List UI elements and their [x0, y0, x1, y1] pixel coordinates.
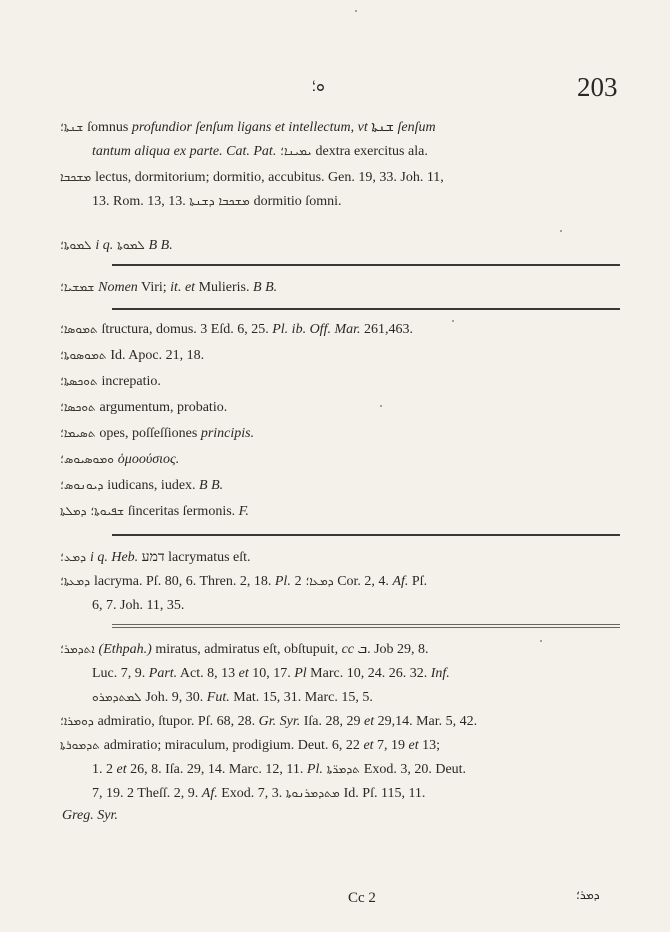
gloss-text: argumentum, probatio.	[99, 400, 228, 415]
italic-text: F.	[238, 504, 249, 519]
italic-text: Gr. Syr.	[258, 714, 301, 729]
italic-text: et	[238, 666, 249, 681]
entry-miraculum-cont1	[92, 762, 466, 778]
gloss-text: 7, 19	[373, 738, 409, 753]
gloss-text: Viri;	[137, 280, 171, 295]
entry-somnus-cont	[92, 144, 428, 160]
entry-sinceritas	[60, 504, 249, 520]
entry-lacryma	[60, 574, 427, 590]
entry-nomen	[60, 280, 277, 296]
gloss-text: 29,14. Mar. 5, 42.	[374, 714, 478, 729]
section-divider	[112, 624, 620, 625]
gloss-text: 26, 8. Iſa. 29, 14. Marc. 12, 11.	[126, 762, 307, 777]
gloss-text: Id. Apoc. 21, 18.	[110, 348, 205, 363]
italic-text: it. et	[170, 280, 196, 295]
syriac-headword: ܕܝܘܢܘܣ؛	[60, 478, 108, 492]
syriac-headword: ܡܫܟܒܐ	[60, 170, 96, 184]
entry-miraculum	[60, 738, 440, 754]
italic-text: Pl	[294, 666, 307, 681]
italic-text: et	[363, 738, 374, 753]
italic-text: Greg. Syr.	[62, 808, 118, 823]
gloss-text: 2 Cor. 2, 4.	[294, 574, 393, 589]
entry-miratus-cont2	[92, 690, 373, 706]
italic-text: Af.	[201, 786, 218, 801]
italic-text: Inf.	[430, 666, 450, 681]
gloss-text: 261,463.	[360, 322, 414, 337]
gloss-text: ſomnus	[87, 120, 132, 135]
syriac-headword: ܕܘܡܪܐ؛	[60, 714, 98, 728]
entry-somnus	[60, 120, 436, 136]
gloss-text: Pſ.	[408, 574, 428, 589]
paper-speck	[452, 320, 454, 322]
entry-iq	[60, 238, 173, 254]
syriac-headword: ܠܡܘܬܐ؛	[60, 238, 96, 252]
gloss-text: דמע	[138, 550, 169, 565]
gloss-text: admiratio, ſtupor. Pſ. 68, 28.	[97, 714, 259, 729]
entry-lacryma-cont	[92, 598, 184, 614]
italic-text: Nomen	[98, 280, 138, 295]
gloss-text: Iſa. 28, 29	[300, 714, 364, 729]
entry-structura	[60, 322, 413, 338]
italic-text: B B.	[148, 238, 173, 253]
italic-text: i q. Heb.	[89, 550, 139, 565]
gloss-text: lacrymatus eſt.	[168, 550, 251, 565]
syriac-headword: ܕܡܥܬܐ؛	[60, 574, 94, 588]
syriac-headword: ܘܡܘܣܝܘܣ؛	[60, 452, 118, 466]
italic-text: principis.	[200, 426, 255, 441]
italic-text: Part.	[148, 666, 178, 681]
gloss-text: ,	[350, 120, 358, 135]
syriac-headword: ܡܫܟܒܐ ܕܫܢܬܐ	[189, 194, 254, 208]
paper-speck	[540, 640, 542, 642]
syriac-headword: ܕܡܥܐ؛	[290, 574, 334, 588]
italic-text: profundior ſenſum ligans et intellectum	[131, 120, 351, 135]
paper-speck	[560, 230, 562, 232]
italic-text: B B.	[199, 478, 224, 493]
syriac-headword: ܐܬܕܡܪ؛	[60, 642, 99, 656]
gloss-text: ܒ. Job 29, 8.	[354, 642, 429, 657]
gloss-text: Id. Pſ. 115, 11.	[343, 786, 426, 801]
gloss-text: admiratio; miraculum, prodigium. Deut. 6, 22	[103, 738, 364, 753]
section-divider	[112, 627, 620, 628]
syriac-headword: ܬܘܟܣܬܐ؛	[60, 374, 102, 388]
gloss-text: Mat. 15, 31. Marc. 15, 5.	[229, 690, 373, 705]
gloss-text: 1. 2	[92, 762, 117, 777]
gloss-text: dormitio ſomni.	[253, 194, 342, 209]
gloss-text: miratus, admiratus eſt, obſtupuit,	[151, 642, 342, 657]
italic-text: cc	[341, 642, 355, 657]
gloss-text: Mulieris.	[195, 280, 254, 295]
gloss-text: ܫܢܬܐ	[367, 120, 398, 135]
paper-speck	[380, 405, 382, 407]
gloss-text: ſinceritas ſermonis.	[127, 504, 239, 519]
italic-text: ὁμοούσιος.	[117, 452, 180, 467]
syriac-headword: ܕܡܥ؛	[60, 550, 90, 564]
syriac-headword: ܬܣܝܡܐ؛	[60, 426, 100, 440]
italic-text: vt	[357, 120, 368, 135]
gloss-text: 10, 17.	[248, 666, 295, 681]
entry-miraculum-cont2	[92, 786, 425, 802]
italic-text: Pl.	[274, 574, 291, 589]
syriac-headword: ܠܡܘܬܐ	[113, 238, 149, 252]
italic-text: et	[116, 762, 127, 777]
syriac-headword: ܠܡܬܕܡܪܘ	[92, 690, 146, 704]
syriac-headword: ܬܕܡܪ̈ܬܐ	[322, 762, 364, 776]
gloss-text: 13;	[418, 738, 441, 753]
section-divider	[112, 308, 620, 310]
italic-text: Af.	[392, 574, 409, 589]
entry-argumentum	[60, 400, 227, 416]
gloss-text: Marc. 10, 24. 26. 32.	[306, 666, 431, 681]
section-divider	[112, 264, 620, 266]
italic-text: et	[408, 738, 419, 753]
syriac-headword: ܫܡܫܝܐ؛	[60, 280, 99, 294]
gloss-text: Luc. 7, 9.	[92, 666, 149, 681]
entry-id-apoc	[60, 348, 204, 364]
catchword: ܕܡܪ؛	[576, 888, 600, 902]
gloss-text: opes, poſſeſſiones	[99, 426, 201, 441]
syriac-headword: ܬܡܘܣܐ؛	[60, 322, 102, 336]
entry-lectus-cont	[92, 194, 341, 210]
gloss-text: lacryma. Pſ. 80, 6. Thren. 2, 18.	[93, 574, 275, 589]
page-number: 203	[577, 72, 618, 102]
syriac-headword: ܫܦܝܘܬܐ؛ ܕܡܠܬܐ	[60, 504, 128, 518]
paper-speck	[355, 10, 357, 12]
syriac-headword: ܡܬܕܡܪܢܘܬܐ	[285, 786, 344, 800]
syriac-headword: ܬܕܡܘܪܬܐ	[60, 738, 104, 752]
gloss-text: Joh. 9, 30.	[145, 690, 207, 705]
entry-lectus	[60, 170, 444, 186]
syriac-headword: ܝܡܝܢܐ؛	[276, 144, 316, 158]
entry-miratus	[60, 642, 429, 658]
gloss-text: dextra exercitus ala.	[315, 144, 428, 159]
gloss-text: Exod. 7, 3.	[217, 786, 286, 801]
entry-greg-syr	[62, 808, 118, 824]
entry-miratus-cont1	[92, 666, 450, 682]
italic-text: ſenſum	[397, 120, 436, 135]
entry-lacrymatus	[60, 550, 251, 566]
gloss-text: lectus, dormitorium; dormitio, accubitus. Gen. 19, 33. Joh. 11,	[95, 170, 444, 185]
syriac-headword: ܬܡܘܣܘܬܐ؛	[60, 348, 111, 362]
running-header-letter: ܘ؛	[312, 78, 325, 95]
gloss-text: increpatio.	[101, 374, 161, 389]
italic-text: tantum aliqua ex parte. Cat. Pat.	[92, 144, 277, 159]
section-divider	[112, 534, 620, 536]
gloss-text: 6, 7. Joh. 11, 35.	[92, 598, 185, 613]
italic-text: i q.	[95, 238, 114, 253]
entry-admiratio	[60, 714, 477, 730]
gloss-text: 13. Rom. 13, 13.	[92, 194, 190, 209]
gloss-text: Act. 8, 13	[177, 666, 239, 681]
gloss-text: Exod. 3, 20. Deut.	[363, 762, 467, 777]
gloss-text: 7, 19. 2 Theſſ. 2, 9.	[92, 786, 202, 801]
syriac-headword: ܫܢܬܐ؛	[60, 120, 88, 134]
signature-mark: Cc 2	[348, 890, 376, 906]
gloss-text: iudicans, iudex.	[107, 478, 200, 493]
italic-text: Fut.	[206, 690, 230, 705]
gloss-text: ſtructura, domus. 3 Eſd. 6, 25.	[101, 322, 273, 337]
italic-text: B B.	[253, 280, 278, 295]
entry-iudicans	[60, 478, 223, 494]
entry-increpatio	[60, 374, 161, 390]
syriac-headword: ܬܘܟܣܐ؛	[60, 400, 100, 414]
italic-text: (Ethpah.)	[98, 642, 152, 657]
entry-homousios	[60, 452, 179, 468]
italic-text: Pl. ib. Off. Mar.	[272, 322, 361, 337]
italic-text: Pl.	[306, 762, 323, 777]
italic-text: et	[363, 714, 375, 729]
entry-opes	[60, 426, 254, 442]
